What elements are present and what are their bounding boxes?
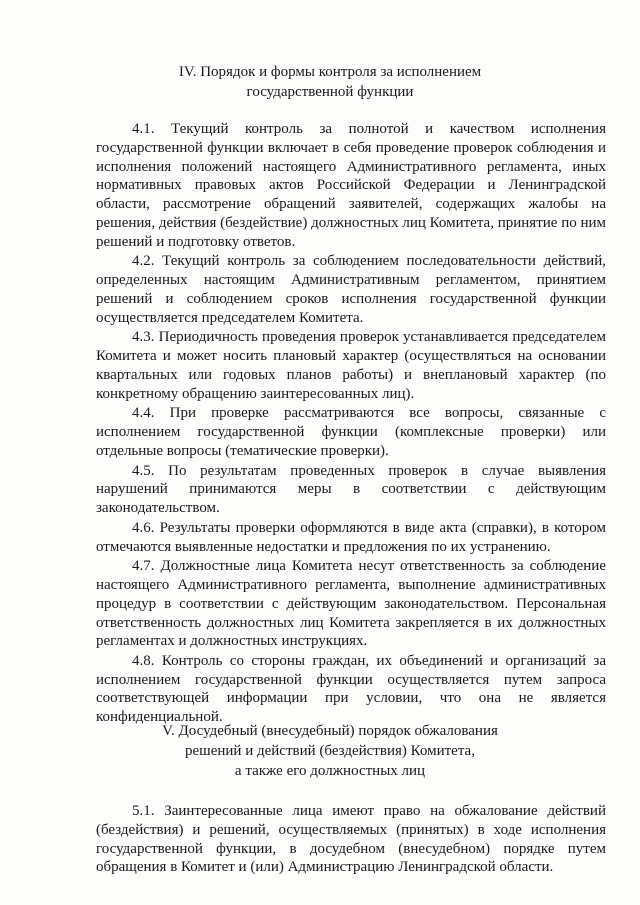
section-5-title-line-3: а также его должностных лиц xyxy=(234,763,426,779)
paragraph-4-2: 4.2. Текущий контроль за соблюдением последовательности действий, определенных настоящим Административным регламентом, принятием решений и соблюдением сроков исполнения государственной функции осуществляется председателем Комитета. xyxy=(96,253,606,326)
section-4-title xyxy=(120,62,540,102)
paragraph-4-8: 4.8. Контроль со стороны граждан, их объединений и организаций за исполнением государственной функции осуществляется путем запроса соответствующей информации при условии, что она не является конфиденциальной. xyxy=(96,652,606,726)
paragraph-4-1: 4.1. Текущий контроль за полнотой и качеством исполнения государственной функции включает в себя проведение проверок соблюдения и исполнения положений настоящего Административного регламента, иных нормативных правовых актов Российской Федерации и Ленинградской области, рассмотрение обращений заявителей, содержащих жалобы на решения, действия (бездействие) должностных лиц Комитета, принятие по ним решений и подготовку ответов. xyxy=(96,121,607,250)
paragraph-4-4: 4.4. При проверке рассматриваются все вопросы, связанные с исполнением государственной функции (комплексные проверки) или отдельные вопросы (тематические проверки). xyxy=(96,405,606,459)
paragraph-4-7: 4.7. Должностные лица Комитета несут ответственность за соблюдение настоящего Административного регламента, выполнение административных процедур в соответствии с действующим законодательством. Персональная ответственность должностных лиц Комитета закрепляется в их должностных регламентах и должностных инструкциях. xyxy=(96,558,606,650)
paragraph-4-6: 4.6. Результаты проверки оформляются в виде акта (справки), в котором отмечаются выявленные недостатки и предложения по их устранению. xyxy=(96,519,606,555)
section-5-title-line-1: V. Досудебный (внесудебный) порядок обжалования xyxy=(162,723,498,739)
section-4-title-line-1: IV. Порядок и формы контроля за исполнением xyxy=(178,64,482,80)
section-5-body xyxy=(96,802,606,878)
paragraph-4-3: 4.3. Периодичность проведения проверок устанавливается председателем Комитета и может носить плановый характер (осуществляться на основании квартальных или годовых планов работы) и внеплановый характер (по конкретному обращению заинтересованных лиц). xyxy=(96,329,606,402)
section-4-title-line-2: государственной функции xyxy=(246,84,414,100)
paragraph-4-5: 4.5. По результатам проведенных проверок в случае выявления нарушений принимаются меры в соответствии с действующим законодательством. xyxy=(96,462,606,517)
section-5-title xyxy=(120,721,540,781)
section-5-title-line-2: решений и действий (бездействия) Комитета, xyxy=(185,743,475,759)
section-4-body xyxy=(96,120,606,728)
paragraph-5-1: 5.1. Заинтересованные лица имеют право на обжалование действий (бездействия) и решений, осуществляемых (принятых) в ходе исполнения государственной функции, в досудебном (внесудебном) порядке путем обращения в Комитет и (или) Администрацию Ленинградской области. xyxy=(96,803,606,876)
